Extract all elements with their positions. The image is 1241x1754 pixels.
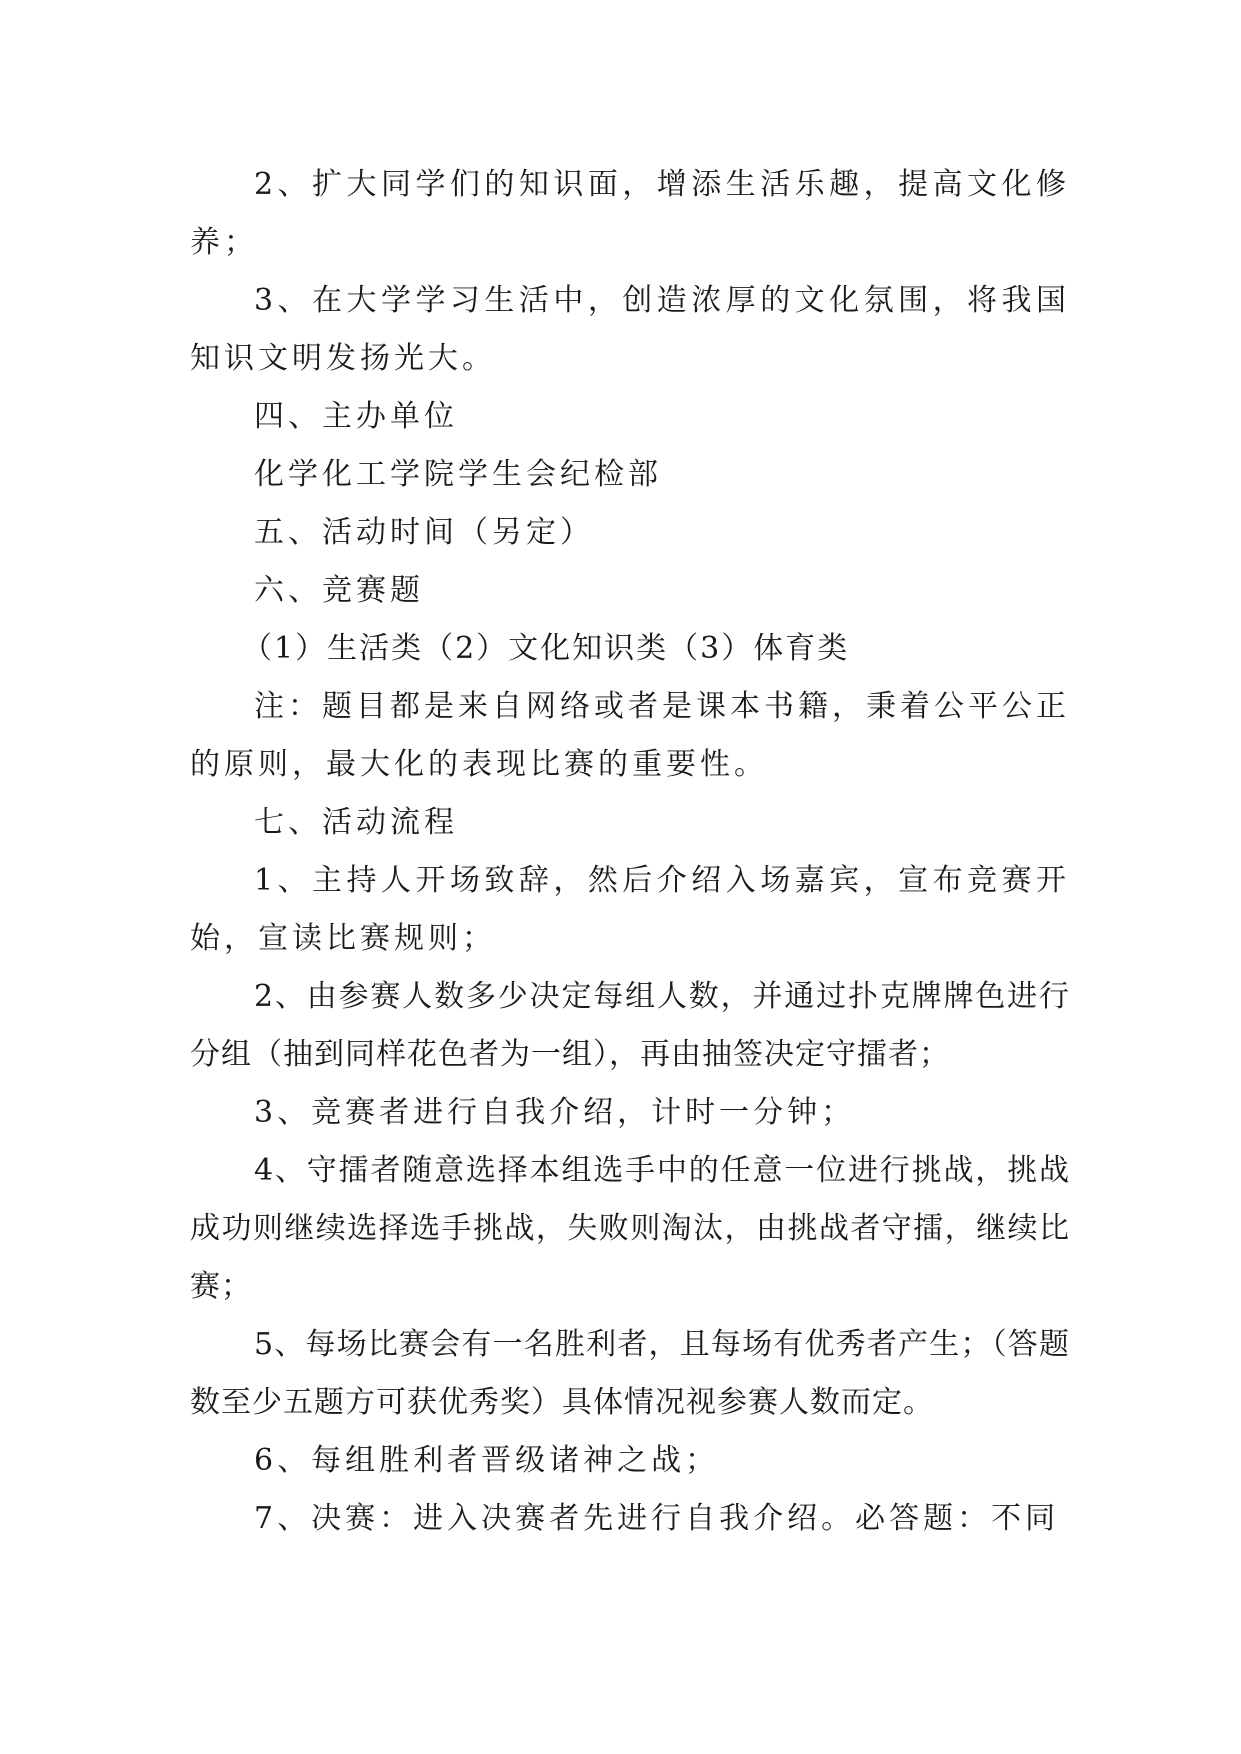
paragraph-aim-3: 3、在大学学习生活中，创造浓厚的文化氛围，将我国知识文明发扬光大。	[190, 283, 1070, 376]
heading-organizer: 四、主办单位	[254, 399, 458, 434]
paragraph-flow-step-4: 4、守擂者随意选择本组选手中的任意一位进行挑战，挑战成功则继续选择选手挑战，失败则淘汰，由挑战者守擂，继续比赛；	[190, 1153, 1070, 1304]
document-body	[190, 156, 1070, 1548]
paragraph-aim-2: 2、扩大同学们的知识面，增添生活乐趣，提高文化修养；	[190, 167, 1070, 260]
paragraph-flow-step-7: 7、决赛：进入决赛者先进行自我介绍。必答题：不同	[254, 1501, 1060, 1536]
paragraph-organizer-name: 化学化工学院学生会纪检部	[254, 457, 662, 492]
paragraph-flow-step-6: 6、每组胜利者晋级诸神之战；	[254, 1443, 720, 1478]
paragraph-flow-step-5: 5、每场比赛会有一名胜利者，且每场有优秀者产生；（答题数至少五题方可获优秀奖）具体情况视参赛人数而定。	[190, 1327, 1070, 1420]
heading-activity-time: 五、活动时间（另定）	[254, 515, 594, 550]
heading-activity-flow: 七、活动流程	[254, 805, 458, 840]
heading-contest-questions: 六、竞赛题	[254, 573, 424, 608]
paragraph-question-categories: （1）生活类（2）文化知识类（3）体育类	[242, 631, 850, 666]
paragraph-flow-step-3: 3、竞赛者进行自我介绍，计时一分钟；	[254, 1095, 856, 1130]
paragraph-note: 注：题目都是来自网络或者是课本书籍，秉着公平公正的原则，最大化的表现比赛的重要性。	[190, 689, 1070, 782]
paragraph-flow-step-2: 2、由参赛人数多少决定每组人数，并通过扑克牌牌色进行分组（抽到同样花色者为一组），再由抽签决定守擂者；	[190, 979, 1070, 1072]
paragraph-flow-step-1: 1、主持人开场致辞，然后介绍入场嘉宾，宣布竞赛开始，宣读比赛规则；	[190, 863, 1070, 956]
